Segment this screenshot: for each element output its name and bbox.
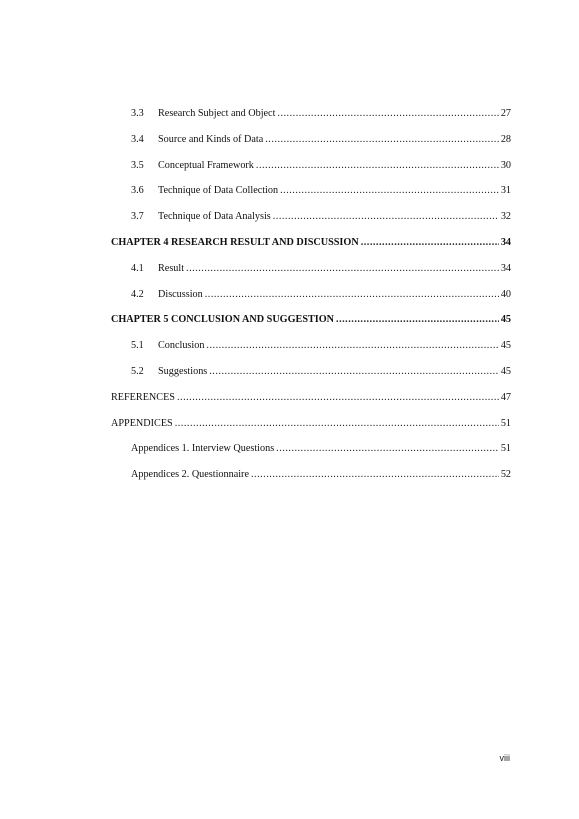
toc-entry-title xyxy=(131,366,207,377)
toc-entry xyxy=(111,263,511,289)
dot-leader xyxy=(209,366,499,377)
toc-entry-title xyxy=(131,289,203,300)
toc-chapter-heading xyxy=(111,237,511,263)
toc-entry xyxy=(111,366,511,392)
toc-entry-page: 45 xyxy=(500,365,511,377)
toc-entry-number: 3.3 xyxy=(131,108,144,119)
toc-entry xyxy=(111,340,511,366)
dot-leader xyxy=(336,314,499,325)
dot-leader xyxy=(186,263,499,274)
dot-leader xyxy=(277,108,498,119)
toc-entry-title xyxy=(131,108,275,119)
toc-entry-title xyxy=(131,160,254,171)
toc-entry xyxy=(111,134,511,160)
toc-entry-number: 3.5 xyxy=(131,159,144,171)
toc-entry-page: 47 xyxy=(500,391,511,403)
toc-entry-number: 4.1 xyxy=(131,262,144,274)
toc-entry-page: 28 xyxy=(500,133,511,145)
toc-entry xyxy=(111,469,511,495)
toc-entry-label: Suggestions xyxy=(158,365,208,377)
toc-entry-label: Source and Kinds of Data xyxy=(158,133,264,145)
toc-entry-page: 45 xyxy=(500,314,511,326)
toc-entry-page: 31 xyxy=(500,185,511,197)
toc-entry-page: 34 xyxy=(500,262,511,274)
dot-leader xyxy=(206,340,498,351)
toc-entry-label: APPENDICES xyxy=(111,417,173,429)
toc-entry-page: 52 xyxy=(500,469,511,481)
toc-entry-label: CHAPTER 5 CONCLUSION AND SUGGESTION xyxy=(111,314,335,326)
dot-leader xyxy=(361,237,499,248)
toc-entry-title xyxy=(131,134,263,145)
dot-leader xyxy=(205,289,499,300)
dot-leader xyxy=(273,211,499,222)
toc-entry xyxy=(111,289,511,315)
toc-entry-title xyxy=(131,185,278,196)
toc-entry-label: Result xyxy=(158,262,185,274)
toc-entry-number: 3.4 xyxy=(131,133,144,145)
dot-leader xyxy=(175,418,499,429)
toc-entry-label: Technique of Data Analysis xyxy=(158,211,271,223)
toc-entry xyxy=(111,108,511,134)
toc-entry-label: Research Subject and Object xyxy=(158,108,276,119)
toc-entry xyxy=(111,160,511,186)
toc-entry-label: CHAPTER 4 RESEARCH RESULT AND DISCUSSION xyxy=(111,236,359,248)
toc-entry-label: Conclusion xyxy=(158,340,205,352)
toc-entry-title xyxy=(131,263,184,274)
toc-entry-number: 5.1 xyxy=(131,340,144,352)
page-number: viii xyxy=(499,753,510,763)
toc-entry-title xyxy=(131,340,204,351)
toc-entry-number: 3.7 xyxy=(131,211,144,223)
dot-leader xyxy=(265,134,499,145)
dot-leader xyxy=(280,185,499,196)
table-of-contents xyxy=(111,108,511,495)
toc-entry-page: 34 xyxy=(500,236,511,248)
toc-entry-label: Technique of Data Collection xyxy=(158,185,279,197)
toc-entry-page: 30 xyxy=(500,159,511,171)
toc-entry-number: 3.6 xyxy=(131,185,144,197)
dot-leader xyxy=(276,443,499,454)
toc-entry-page: 32 xyxy=(500,211,511,223)
toc-entry-label: Appendices 2. Questionnaire xyxy=(131,469,249,481)
toc-entry-page: 40 xyxy=(500,288,511,300)
dot-leader xyxy=(251,469,499,480)
toc-section-heading xyxy=(111,392,511,418)
toc-entry-page: 51 xyxy=(500,443,511,455)
toc-entry-label: Conceptual Framework xyxy=(158,159,254,171)
toc-entry xyxy=(111,185,511,211)
toc-entry xyxy=(111,443,511,469)
toc-entry-label: REFERENCES xyxy=(111,391,175,403)
toc-entry-page: 45 xyxy=(500,340,511,352)
toc-entry-label: Appendices 1. Interview Questions xyxy=(131,443,275,455)
toc-entry xyxy=(111,211,511,237)
dot-leader xyxy=(177,392,499,403)
toc-entry-label: Discussion xyxy=(158,288,203,300)
toc-entry-page: 51 xyxy=(500,417,511,429)
dot-leader xyxy=(256,160,499,171)
toc-entry-number: 5.2 xyxy=(131,365,144,377)
toc-entry-page: 27 xyxy=(500,108,511,119)
toc-chapter-heading xyxy=(111,314,511,340)
toc-entry-title xyxy=(131,211,271,222)
toc-entry-number: 4.2 xyxy=(131,288,144,300)
toc-section-heading xyxy=(111,418,511,444)
